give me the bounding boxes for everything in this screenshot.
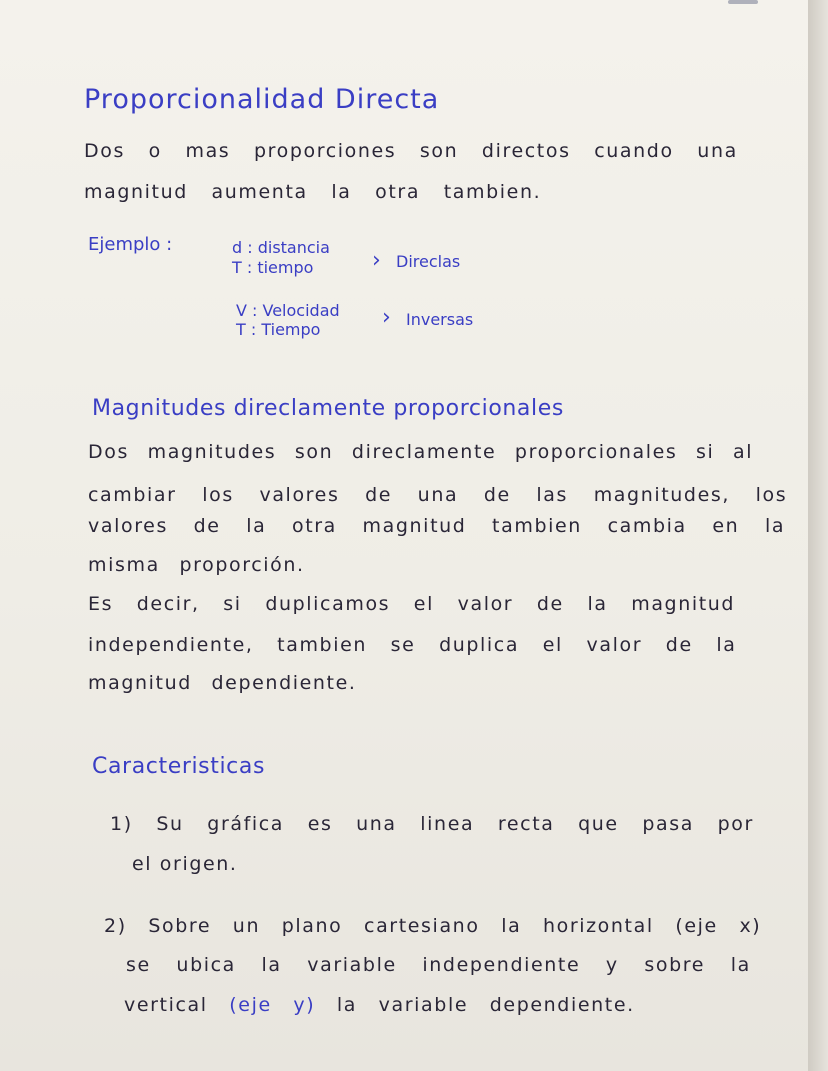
page-edge-background	[808, 0, 828, 1071]
list-item-2-line-2: se ubica la variable independiente y sobre la	[126, 954, 751, 976]
list-item-2-line-1: 2) Sobre un plano cartesiano la horizontal (eje x)	[104, 915, 762, 937]
page-corner-mark	[728, 0, 758, 4]
example-group1-line2: T : tiempo	[232, 258, 314, 277]
list-item-1-line-2: el origen.	[132, 853, 238, 875]
intro-line-1: Dos o mas proporciones son directos cuando una	[84, 140, 738, 162]
section-heading-caracteristicas: Caracteristicas	[92, 754, 266, 779]
example-group2-line1: V : Velocidad	[236, 301, 340, 320]
example-group1-line1: d : distancia	[232, 238, 330, 257]
list-item-2-line-3-pre: vertical	[124, 994, 208, 1016]
list-item-1-line-1: 1) Su gráfica es una linea recta que pasa por	[110, 813, 754, 835]
arrow-bracket-icon: ›	[372, 248, 381, 273]
section-heading-magnitudes: Magnitudes direclamente proporcionales	[92, 396, 564, 421]
example-group1-result: Direclas	[396, 252, 461, 271]
paragraph-line: valores de la otra magnitud tambien cambia en la	[88, 515, 786, 537]
paragraph-line: cambiar los valores de una de las magnitudes, los	[88, 484, 788, 506]
intro-line-2: magnitud aumenta la otra tambien.	[84, 181, 542, 203]
example-label: Ejemplo :	[88, 234, 173, 255]
paragraph-line: magnitud dependiente.	[88, 672, 357, 694]
paragraph-line: independiente, tambien se duplica el valor de la	[88, 634, 737, 656]
arrow-bracket-icon: ›	[382, 305, 391, 330]
page-title: Proporcionalidad Directa	[84, 84, 440, 115]
paragraph-line: Dos magnitudes son direclamente proporcionales si al	[88, 441, 754, 463]
list-item-2-axis-y: (eje y)	[229, 994, 316, 1016]
list-item-2-line-3-post: la variable dependiente.	[336, 994, 635, 1016]
paragraph-line: misma proporción.	[88, 554, 305, 576]
paragraph-line: Es decir, si duplicamos el valor de la magnitud	[88, 593, 736, 615]
example-group2-result: Inversas	[406, 310, 474, 329]
example-group2-line2: T : Tiempo	[236, 320, 321, 339]
list-item-2-line-3	[124, 996, 635, 1015]
